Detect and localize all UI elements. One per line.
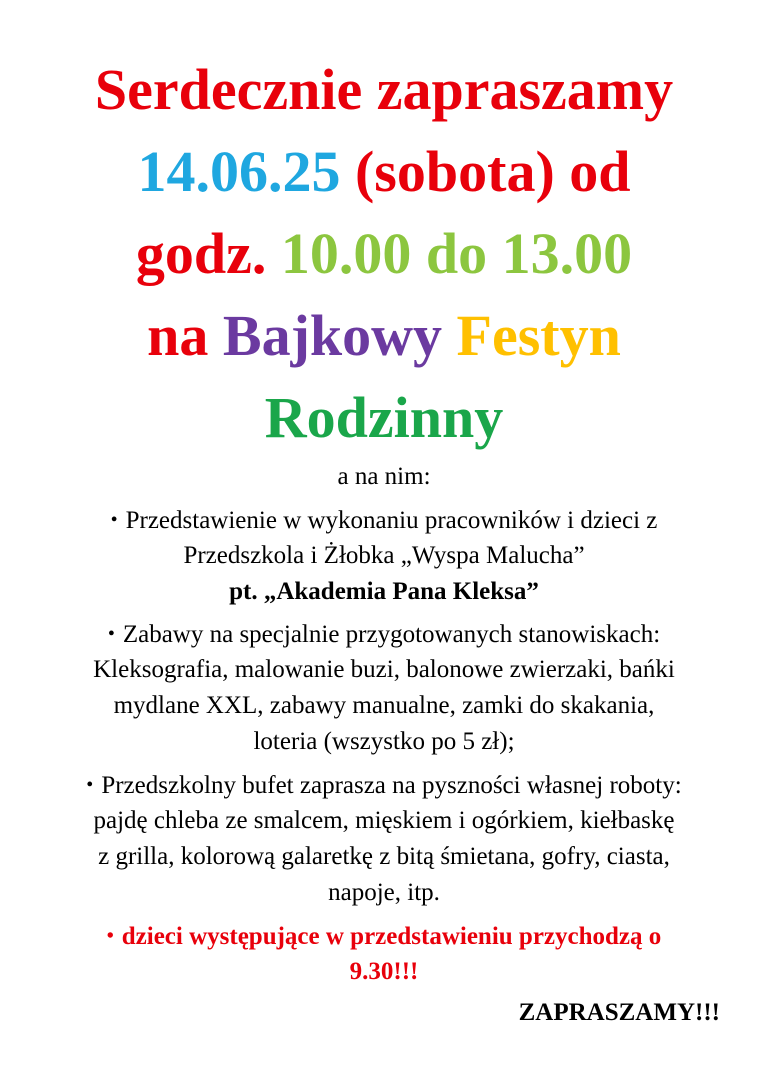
list-item-text: Przedszkolny bufet zaprasza na pyszności własnej roboty: xyxy=(101,772,682,799)
list-item-1-line-2: Przedszkola i Żłobka „Wyspa Malucha” xyxy=(183,542,585,569)
headline-line-2 xyxy=(0,140,768,204)
bullet-icon: • xyxy=(106,925,114,947)
hour-prefix: godz. xyxy=(135,221,281,286)
bullet-icon: • xyxy=(110,509,118,531)
headline-line-5 xyxy=(0,386,768,450)
play-title: pt. „Akademia Pana Kleksa” xyxy=(229,578,539,605)
word-festyn: Festyn xyxy=(456,303,621,368)
list-item-2-line-3: mydlane XXL, zabawy manualne, zamki do skakania, xyxy=(113,692,655,719)
list-item-text: dzieci występujące w przedstawieniu przychodzą o xyxy=(121,923,662,950)
list-item-2-line-2: Kleksografia, malowanie buzi, balonowe zwierzaki, bańki xyxy=(93,656,675,683)
headline-line-1 xyxy=(0,58,768,122)
list-item-3-line-4: napoje, itp. xyxy=(328,879,440,906)
word-na: na xyxy=(147,303,223,368)
list-item-2-line-1 xyxy=(0,619,768,650)
event-date: 14.06.25 xyxy=(137,139,341,204)
list-item-4-line-2: 9.30!!! xyxy=(349,958,419,985)
closing-invitation: ZAPRASZAMY!!! xyxy=(518,999,720,1026)
word-space xyxy=(442,303,457,368)
bullet-icon: • xyxy=(107,623,115,645)
event-day: (sobota) od xyxy=(340,139,631,204)
bullet-icon: • xyxy=(86,774,94,796)
list-item-3-line-3: z grilla, kolorową galaretkę z bitą śmietana, gofry, ciasta, xyxy=(98,843,670,870)
list-item-text: Zabawy na specjalnie przygotowanych stanowiskach: xyxy=(122,621,661,648)
word-bajkowy: Bajkowy xyxy=(222,303,443,368)
word-rodzinny: Rodzinny xyxy=(264,385,504,450)
intro-text: a na nim: xyxy=(337,463,431,490)
list-item-text: Przedstawienie w wykonaniu pracowników i dzieci z xyxy=(125,507,658,534)
headline-line-3 xyxy=(0,222,768,286)
list-item-1-line-1 xyxy=(0,505,768,536)
headline-invitation: Serdecznie zapraszamy xyxy=(94,57,674,122)
list-item-2-line-4: loteria (wszystko po 5 zł); xyxy=(253,728,515,755)
headline-line-4 xyxy=(0,304,768,368)
list-item-3-line-2: pajdę chleba ze smalcem, mięskiem i ogórkiem, kiełbaskę xyxy=(93,807,675,834)
list-item-3-line-1 xyxy=(0,770,768,801)
event-time: 10.00 do 13.00 xyxy=(280,221,633,286)
list-item-4-line-1 xyxy=(0,921,768,952)
